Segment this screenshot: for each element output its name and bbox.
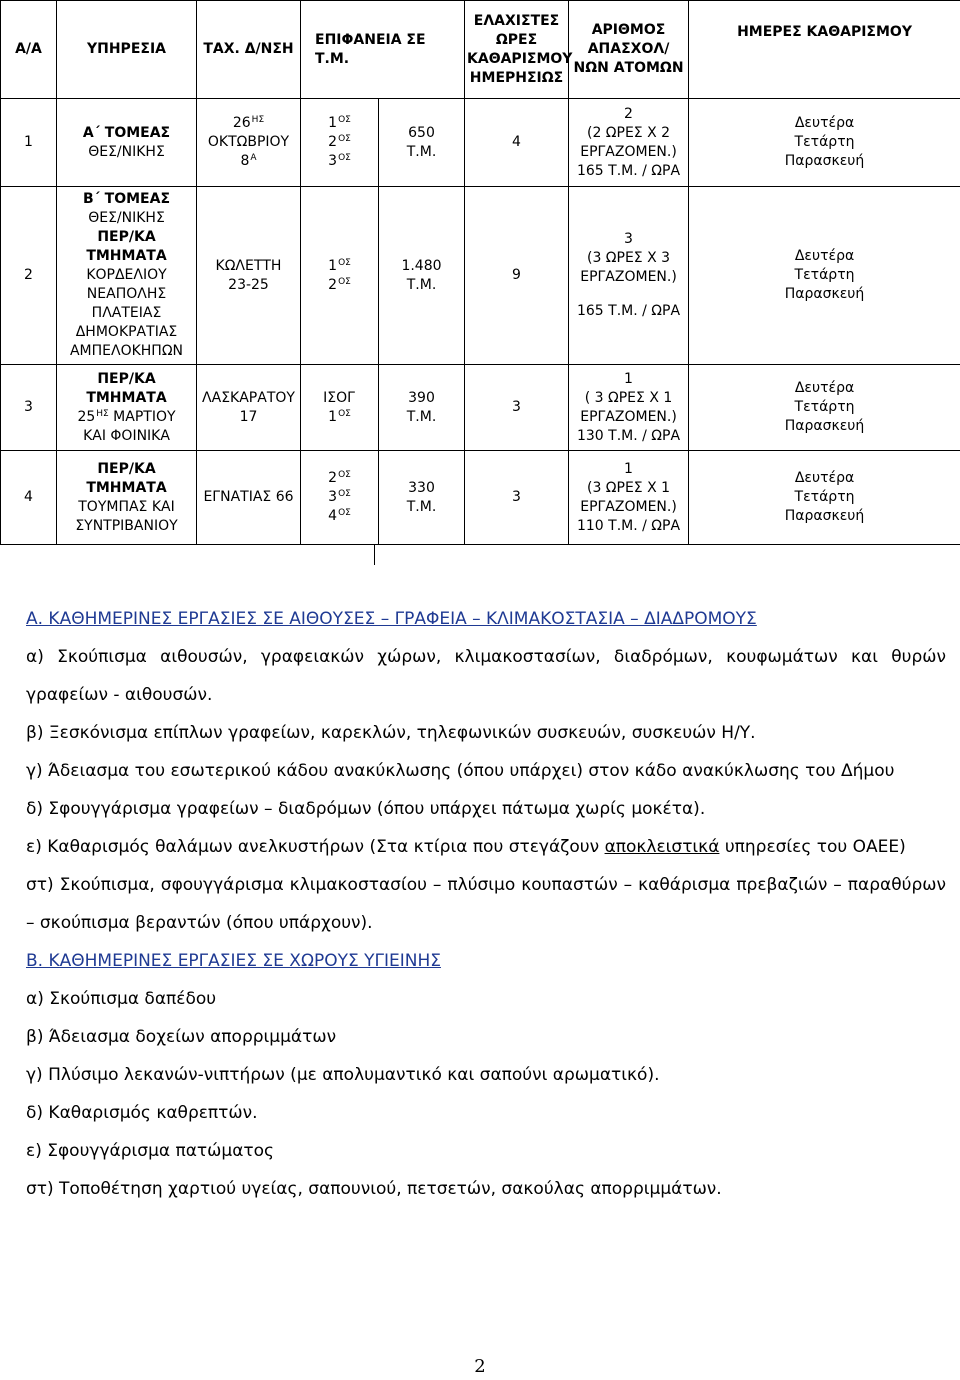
header-aa: Α/Α <box>1 1 57 99</box>
cell-aa: 4 <box>1 451 57 545</box>
section-b-item: στ) Τοποθέτηση χαρτιού υγείας, σαπουνιού, πετσετών, σακούλας απορριμμάτων. <box>26 1179 722 1199</box>
cell-staff: 1 (3 ΩΡΕΣ Χ 1 ΕΡΓΑΖΟΜΕΝ.) 110 Τ.Μ. / ΩΡΑ <box>569 451 689 545</box>
page-number: 2 <box>474 1356 486 1377</box>
cell-days: Δευτέρα Τετάρτη Παρασκευή <box>689 99 960 187</box>
cell-staff: 1 ( 3 ΩΡΕΣ Χ 1 ΕΡΓΑΖΟΜΕΝ.) 130 Τ.Μ. / ΩΡΑ <box>569 365 689 451</box>
cell-floors: $1^{O\Sigma}$ $2^{O\Sigma}$ $3^{O\Sigma}$ <box>301 99 379 187</box>
cell-service: Β΄ ΤΟΜΕΑΣ ΘΕΣ/ΝΙΚΗΣ ΠΕΡ/ΚΑ ΤΜΗΜΑΤΑ ΚΟΡΔΕΛΙΟΥ ΝΕΑΠΟΛΗΣ ΠΛΑΤΕΙΑΣ ΔΗΜΟΚΡΑΤΙΑΣ ΑΜΠΕΛΟΚΗΠΩΝ <box>57 187 197 365</box>
cell-days: Δευτέρα Τετάρτη Παρασκευή <box>689 451 960 545</box>
cleaning-schedule-table <box>0 0 960 545</box>
header-days: ΗΜΕΡΕΣ ΚΑΘΑΡΙΣΜΟΥ <box>689 1 960 99</box>
cell-area: 650 Τ.Μ. <box>379 99 465 187</box>
cell-days: Δευτέρα Τετάρτη Παρασκευή <box>689 187 960 365</box>
section-a-item-a: α) Σκούπισμα αιθουσών, γραφειακών χώρων, κλιμακοστασίων, διαδρόμων, κουφωμάτων και θυρών γραφείων - αιθουσών. <box>26 647 946 705</box>
cell-area: 330 Τ.Μ. <box>379 451 465 545</box>
cell-floors: ΙΣΟΓ $1^{O\Sigma}$ <box>301 365 379 451</box>
header-staff: ΑΡΙΘΜΟΣ ΑΠΑΣΧΟΛ/ΝΩΝ ΑΤΟΜΩΝ <box>569 1 689 99</box>
table-border-stub <box>374 545 375 565</box>
table-row <box>1 365 960 451</box>
cell-service: Α΄ ΤΟΜΕΑΣ ΘΕΣ/ΝΙΚΗΣ <box>57 99 197 187</box>
cell-floors: $1^{O\Sigma}$ $2^{O\Sigma}$ <box>301 187 379 365</box>
cell-hours: 3 <box>465 365 569 451</box>
cell-service: ΠΕΡ/ΚΑ ΤΜΗΜΑΤΑ $25^{H\Sigma}$ ΜΑΡΤΙΟΥ ΚΑΙ ΦΟΙΝΙΚΑ <box>57 365 197 451</box>
underlined-word: αποκλειστικά <box>604 837 720 857</box>
table-row <box>1 451 960 545</box>
cell-address: ΛΑΣΚΑΡΑΤΟΥ 17 <box>197 365 301 451</box>
cell-hours: 3 <box>465 451 569 545</box>
cell-service: ΠΕΡ/ΚΑ ΤΜΗΜΑΤΑ ΤΟΥΜΠΑΣ ΚΑΙ ΣΥΝΤΡΙΒΑΝΙΟΥ <box>57 451 197 545</box>
section-b-item: α) Σκούπισμα δαπέδου <box>26 989 217 1009</box>
header-area: ΕΠΙΦΑΝΕΙΑ ΣΕ Τ.Μ. <box>301 1 465 99</box>
cell-address: $26^{H\Sigma}$ ΟΚΤΩΒΡΙΟΥ $8^A$ <box>197 99 301 187</box>
cell-area: 390 Τ.Μ. <box>379 365 465 451</box>
section-b-heading: Β. ΚΑΘΗΜΕΡΙΝΕΣ ΕΡΓΑΣΙΕΣ ΣΕ ΧΩΡΟΥΣ ΥΓΙΕΙΝΗΣ <box>26 951 441 971</box>
section-a-item-e: ε) Καθαρισμός θαλάμων ανελκυστήρων (Στα κτίρια που στεγάζουν αποκλειστικά υπηρεσίες του ΟΑΕΕ) <box>26 837 906 857</box>
section-b-item: δ) Καθαρισμός καθρεπτών. <box>26 1103 258 1123</box>
cell-aa: 1 <box>1 99 57 187</box>
cell-days: Δευτέρα Τετάρτη Παρασκευή <box>689 365 960 451</box>
section-a-item-b: β) Ξεσκόνισμα επίπλων γραφείων, καρεκλών, τηλεφωνικών συσκευών, συσκευών Η/Υ. <box>26 723 756 743</box>
document-body <box>26 600 946 1208</box>
cell-area: 1.480 Τ.Μ. <box>379 187 465 365</box>
cell-hours: 9 <box>465 187 569 365</box>
cell-aa: 3 <box>1 365 57 451</box>
section-b-item: β) Άδειασμα δοχείων απορριμμάτων <box>26 1027 337 1047</box>
header-service: ΥΠΗΡΕΣΙΑ <box>57 1 197 99</box>
section-a-item-c: γ) Άδειασμα του εσωτερικού κάδου ανακύκλωσης (όπου υπάρχει) στον κάδο ανακύκλωσης του Δήμου <box>26 761 895 781</box>
cell-address: ΚΩΛΕΤΤΗ 23-25 <box>197 187 301 365</box>
table-row <box>1 99 960 187</box>
table-header-row <box>1 1 960 99</box>
section-a-item-d: δ) Σφουγγάρισμα γραφείων – διαδρόμων (όπου υπάρχει πάτωμα χωρίς μοκέτα). <box>26 799 706 819</box>
cell-aa: 2 <box>1 187 57 365</box>
cell-floors: $2^{O\Sigma}$ $3^{O\Sigma}$ $4^{O\Sigma}$ <box>301 451 379 545</box>
header-hours: ΕΛΑΧΙΣΤΕΣ ΩΡΕΣ ΚΑΘΑΡΙΣΜΟΥ ΗΜΕΡΗΣΙΩΣ <box>465 1 569 99</box>
cell-address: ΕΓΝΑΤΙΑΣ 66 <box>197 451 301 545</box>
cell-staff: 3 (3 ΩΡΕΣ Χ 3 ΕΡΓΑΖΟΜΕΝ.) 165 Τ.Μ. / ΩΡΑ <box>569 187 689 365</box>
section-a-item-f: στ) Σκούπισμα, σφουγγάρισμα κλιμακοστασίου – πλύσιμο κουπαστών – καθάρισμα πρεβαζιών – παραθύρων – σκούπισμα βεραντών (όπου υπάρχουν). <box>26 875 946 933</box>
section-b-item: γ) Πλύσιμο λεκανών-νιπτήρων (με απολυμαντικό και σαπούνι αρωματικό). <box>26 1065 660 1085</box>
section-b-item: ε) Σφουγγάρισμα πατώματος <box>26 1141 275 1161</box>
cell-staff: 2 (2 ΩΡΕΣ Χ 2 ΕΡΓΑΖΟΜΕΝ.) 165 Τ.Μ. / ΩΡΑ <box>569 99 689 187</box>
section-a-heading: Α. ΚΑΘΗΜΕΡΙΝΕΣ ΕΡΓΑΣΙΕΣ ΣΕ ΑΙΘΟΥΣΕΣ – ΓΡΑΦΕΙΑ – ΚΛΙΜΑΚΟΣΤΑΣΙΑ – ΔΙΑΔΡΟΜΟΥΣ <box>26 609 757 629</box>
cell-hours: 4 <box>465 99 569 187</box>
header-address: ΤΑΧ. Δ/ΝΣΗ <box>197 1 301 99</box>
table-row <box>1 187 960 365</box>
